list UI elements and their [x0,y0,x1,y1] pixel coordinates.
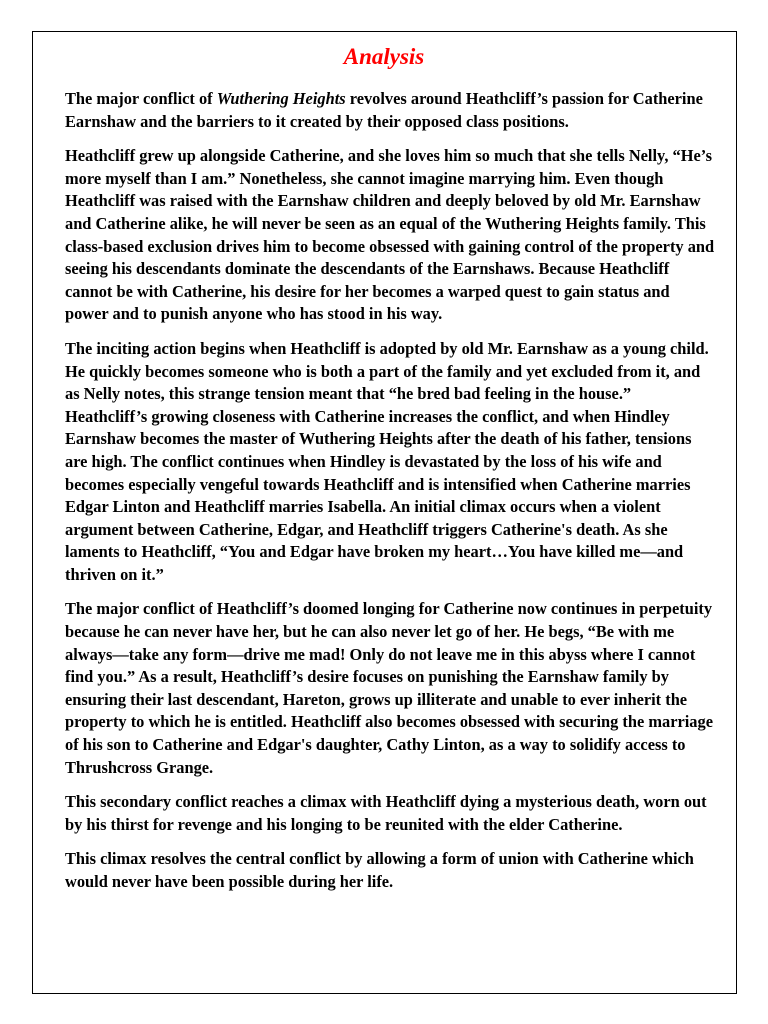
paragraph-intro-after: revolves around Heathcliff’s passion for Catherine Earnshaw and the barriers to it created by their opposed class positions. [65,89,703,131]
page-title: Analysis [343,44,425,69]
paragraph-background: Heathcliff grew up alongside Catherine, and she loves him so much that she tells Nelly, “He’s more myself than I am.” Nonetheless, she cannot imagine marrying him. Even though Heathcliff was raised with the Earnshaw children and deeply beloved by old Mr. Earnshaw and Catherine alike, he will never be seen as an equal of the Wuthering Heights family. This class-based exclusion drives him to become obsessed with gaining control of the property and seeing his descendants dominate the descendants of the Earnshaws. Because Heathcliff cannot be with Catherine, his desire for her becomes a warped quest to gain status and power and to punish anyone who has stood in his way. [65,146,715,324]
book-title: Wuthering Heights [216,89,346,108]
paragraph-secondary-conflict: This secondary conflict reaches a climax with Heathcliff dying a mysterious death, worn out by his thirst for revenge and his longing to be reunited with the elder Catherine. [65,792,707,834]
paragraph-major-conflict: The major conflict of Heathcliff’s doomed longing for Catherine now continues in perpetuity because he can never have her, but he can also never let go of her. He begs, “Be with me always—take any form—drive me mad! Only do not leave me in this abyss where I cannot find you.” As a result, Heathcliff’s desire focuses on punishing the Earnshaw family by ensuring their last descendant, Hareton, grows up illiterate and unable to ever inherit the property to which he is entitled. Heathcliff also becomes obsessed with securing the marriage of his son to Catherine and Edgar's daughter, Cathy Linton, as a way to solidify access to Thrushcross Grange. [65,599,713,777]
paragraph-resolution: This climax resolves the central conflict by allowing a form of union with Catherine which would never have been possible during her life. [65,849,694,891]
paragraph-inciting-action: The inciting action begins when Heathcliff is adopted by old Mr. Earnshaw as a young child. He quickly becomes someone who is both a part of the family and yet excluded from it, and as Nelly notes, this strange tension meant that “he bred bad feeling in the house.” Heathcliff’s growing closeness with Catherine increases the conflict, and when Hindley Earnshaw becomes the master of Wuthering Heights after the death of his father, tensions are high. The conflict continues when Hindley is devastated by the loss of his wife and becomes especially vengeful towards Heathcliff and is intensified when Catherine marries Edgar Linton and Heathcliff marries Isabella. An initial climax occurs when a violent argument between Catherine, Edgar, and Heathcliff triggers Catherine's death. As she laments to Heathcliff, “You and Edgar have broken my heart…You have killed me—and thriven on it.” [65,338,709,584]
document-body [65,88,715,906]
paragraph-intro [65,88,715,133]
paragraph-intro-before: The major conflict of [65,89,217,108]
